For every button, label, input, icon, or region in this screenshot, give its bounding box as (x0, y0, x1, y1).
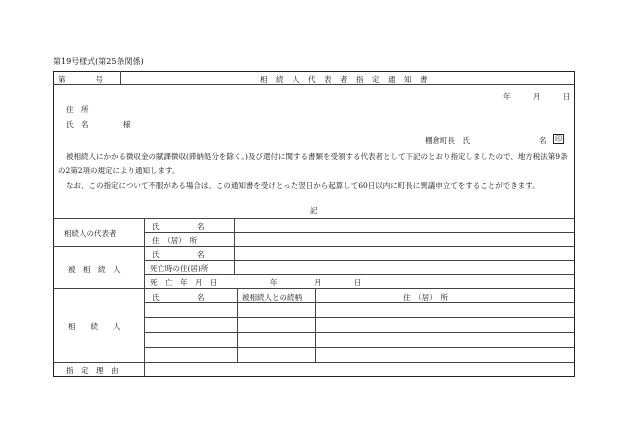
death-date-day: 日 (354, 278, 362, 287)
date-line: 年 月 日 (503, 92, 571, 101)
dec-bottom-line (53, 288, 575, 289)
heirs-address-header: 住 （居） 所 (403, 293, 448, 302)
heirs-relation-column-line (315, 288, 316, 362)
death-date-month: 月 (314, 278, 322, 287)
rep-name-label: 氏 名 (152, 222, 205, 231)
ki-note: 記 (310, 206, 318, 215)
label-column-line (144, 218, 145, 376)
heirs-line-4 (144, 347, 575, 348)
heirs-label: 相 続 人 (68, 322, 121, 331)
heirs-line-1 (144, 302, 575, 303)
seal-mark: 印 (555, 135, 562, 143)
addressee-name-label: 氏 名 (66, 120, 89, 129)
rep-mid-line (144, 232, 575, 233)
reason-top-line (53, 362, 575, 363)
addressee-address-label: 住 所 (66, 105, 89, 114)
issuer-label: 棚倉町長 氏 (425, 136, 470, 145)
rep-address-label: 住 （居） 所 (152, 236, 197, 245)
decedent-label: 被 相 続 人 (68, 265, 121, 274)
heirs-line-3 (144, 332, 575, 333)
death-date-year: 年 (270, 278, 278, 287)
dec-line-1 (144, 260, 575, 261)
issuer-name-suffix: 名 (539, 136, 547, 145)
heirs-name-column-line (237, 288, 238, 362)
representative-label: 相続人の代表者 (64, 229, 117, 238)
body-paragraph-1: 被相続人にかかる徴収金の賦課徴収(滞納処分を除く。)及び還付に関する書類を受領する代表者として下記のとおり指定しましたので、地方税法第9条の2第2項の規定により通知します。 (58, 152, 568, 175)
header-divider (120, 71, 121, 84)
addressee-honorific: 様 (123, 120, 131, 129)
table-top-line (53, 218, 575, 219)
heirs-line-2 (144, 317, 575, 318)
dec-name-label: 氏 名 (152, 250, 205, 259)
form-number: 第19号様式(第25条関係) (53, 57, 144, 66)
sublabel-column-line (234, 218, 235, 274)
heirs-name-header: 氏 名 (152, 293, 205, 302)
rep-bottom-line (53, 246, 575, 247)
dec-line-2 (144, 274, 575, 275)
notice-number-label: 第 号 (58, 75, 103, 84)
body-paragraph-2: なお、この指定について不服がある場合は、この通知書を受けとった翌日から起算して60日以内に町長に異議申立てをすることができます。 (66, 181, 540, 190)
heirs-relation-header: 被相続人との続柄 (242, 293, 302, 302)
reason-label: 指 定 理 由 (66, 366, 119, 375)
dec-death-date-label: 死 亡 年 月 日 (150, 278, 218, 287)
document-title: 相 続 人 代 表 者 指 定 通 知 書 (260, 75, 428, 84)
dec-address-label: 死亡時の住(居)所 (150, 264, 209, 273)
